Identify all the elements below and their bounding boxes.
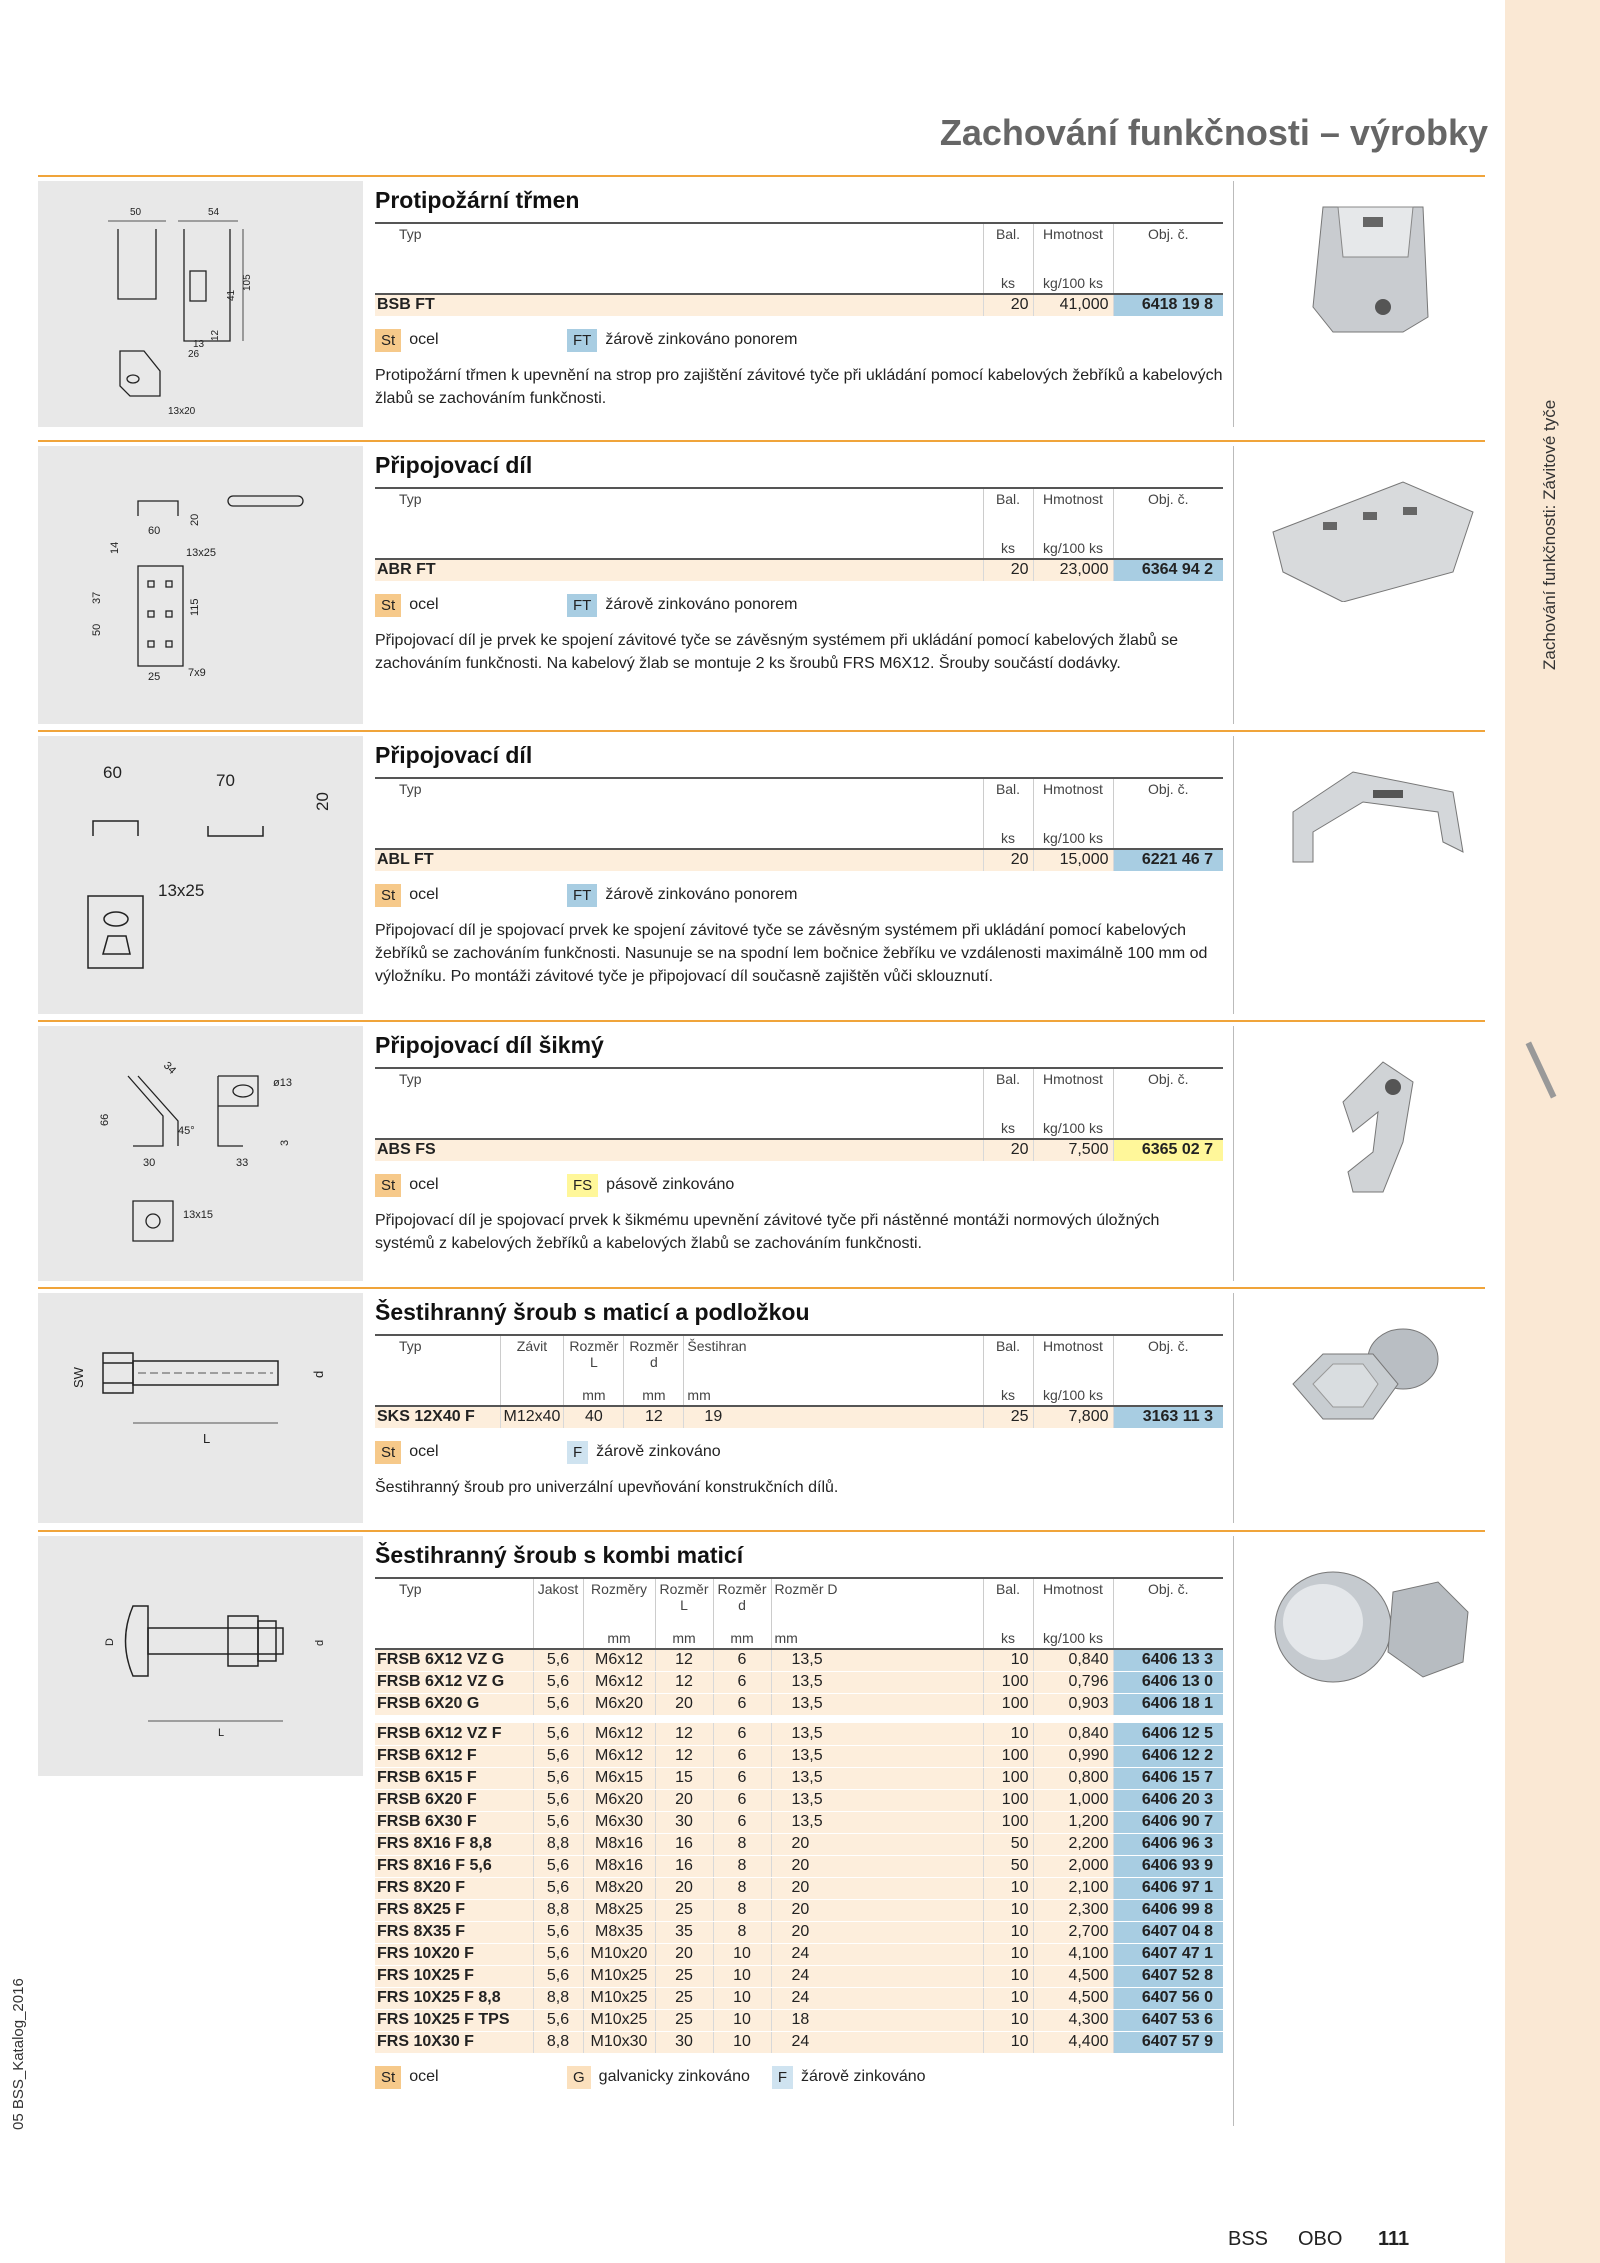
svg-text:115: 115 — [189, 598, 201, 616]
technical-drawing-6 — [38, 1536, 363, 1776]
product-description: Šestihranný šroub pro univerzální upevňování konstrukčních dílů. — [375, 1478, 839, 1496]
product-title: Protipožární třmen — [375, 187, 580, 213]
table-row: SKS 12X40 F M12x40 40 12 19 25 7,800 3163 11 3 — [375, 1406, 1223, 1428]
product-title: Připojovací díl — [375, 452, 533, 478]
product-section-5 — [38, 1287, 1485, 1527]
table-row: FRSB 6X20 F 5,6 M6x20 20 6 13,5 100 1,000 6406 20 3 — [375, 1789, 1223, 1811]
product-content-6 — [375, 1532, 1223, 2089]
material-legend: St ocel FT žárově zinkováno ponorem — [375, 884, 1223, 907]
technical-drawing-2 — [38, 446, 363, 724]
product-title: Šestihranný šroub s maticí a podložkou — [375, 1299, 810, 1325]
table-row: FRSB 6X30 F 5,6 M6x30 30 6 13,5 100 1,200 6406 90 7 — [375, 1811, 1223, 1833]
combi-bolt-drawing — [38, 1536, 363, 1776]
table-row: FRS 10X30 F 8,8 M10x30 30 10 24 10 4,400 6407 57 9 — [375, 2031, 1223, 2053]
product-photo-3 — [1253, 752, 1483, 892]
product-table-1: Typ Bal. Hmotnost Obj. č. ks kg/100 ks BSB FT 20 41,000 6418 19 8 — [375, 222, 1223, 317]
table-row: FRSB 6X20 G 5,6 M6x20 20 6 13,5 100 0,903 6406 18 1 — [375, 1693, 1223, 1715]
angled-connector-drawing — [38, 1026, 363, 1281]
product-title: Šestihranný šroub s kombi maticí — [375, 1542, 744, 1568]
svg-text:45°: 45° — [178, 1125, 195, 1137]
material-legend: St ocel FT žárově zinkováno ponorem — [375, 329, 1223, 352]
table-row: FRSB 6X12 VZ F 5,6 M6x12 12 6 13,5 10 0,840 6406 12 5 — [375, 1723, 1223, 1745]
technical-drawing-1 — [38, 181, 363, 427]
footer-brand-obo: OBO — [1298, 2228, 1343, 2250]
table-row: FRS 8X16 F 5,6 5,6 M8x16 16 8 20 50 2,000 6406 93 9 — [375, 1855, 1223, 1877]
product-section-1 — [38, 175, 1485, 435]
svg-text:d: d — [311, 1370, 326, 1378]
product-section-6 — [38, 1530, 1485, 2130]
divider — [1233, 181, 1234, 427]
svg-text:13x15: 13x15 — [183, 1209, 213, 1221]
product-section-4 — [38, 1020, 1485, 1285]
product-photo-4 — [1253, 1042, 1483, 1222]
product-section-3 — [38, 730, 1485, 1018]
connector-drawing — [38, 446, 363, 724]
connector-drawing-2 — [38, 736, 363, 1014]
material-legend: St ocel F žárově zinkováno — [375, 1441, 1223, 1464]
table-row: FRS 8X35 F 5,6 M8x35 35 8 20 10 2,700 6407 04 8 — [375, 1921, 1223, 1943]
table-row: FRSB 6X12 VZ G 5,6 M6x12 12 6 13,5 10 0,840 6406 13 3 — [375, 1649, 1223, 1671]
table-row: FRSB 6X12 F 5,6 M6x12 12 6 13,5 100 0,990 6406 12 2 — [375, 1745, 1223, 1767]
page-number: 111 — [1378, 2228, 1410, 2250]
material-legend: St ocel FS pásově zinkováno — [375, 1174, 1223, 1197]
table-row: ABR FT 20 23,000 6364 94 2 — [375, 559, 1223, 581]
divider — [1233, 446, 1234, 724]
product-photo-6 — [1253, 1552, 1483, 1702]
hex-bolt-drawing — [38, 1293, 363, 1523]
product-content-1 — [375, 177, 1223, 410]
svg-text:L: L — [218, 1727, 225, 1739]
table-row: FRSB 6X15 F 5,6 M6x15 15 6 13,5 100 0,800 6406 15 7 — [375, 1767, 1223, 1789]
product-description: Protipožární třmen k upevnění na strop pro zajištění závitové tyče při ukládání pomocí kabelových žebříků a kabelových žlabů se zachováním funkčnosti. — [375, 366, 1223, 407]
svg-text:13: 13 — [193, 339, 205, 350]
product-title: Připojovací díl šikmý — [375, 1032, 604, 1058]
svg-text:60: 60 — [148, 525, 161, 537]
product-table-3: Typ Bal. Hmotnost Obj. č. ks kg/100 ks ABL FT 20 15,000 6221 46 7 — [375, 777, 1223, 872]
svg-text:30: 30 — [143, 1157, 156, 1169]
bracket-drawing — [38, 181, 363, 427]
product-table-2: Typ Bal. Hmotnost Obj. č. ks kg/100 ks ABR FT 20 23,000 6364 94 2 — [375, 487, 1223, 582]
svg-text:14: 14 — [109, 541, 121, 554]
svg-text:13x20: 13x20 — [168, 406, 196, 417]
svg-text:25: 25 — [148, 671, 161, 683]
svg-text:54: 54 — [208, 207, 220, 218]
material-legend: St ocel G galvanicky zinkováno F žárově zinkováno — [375, 2066, 1223, 2089]
table-row: FRS 10X25 F 5,6 M10x25 25 10 24 10 4,500 6407 52 8 — [375, 1965, 1223, 1987]
table-row: ABS FS 20 7,500 6365 02 7 — [375, 1139, 1223, 1161]
divider — [1233, 736, 1234, 1014]
svg-text:12: 12 — [210, 329, 221, 341]
svg-text:66: 66 — [99, 1113, 111, 1126]
svg-text:L: L — [203, 1431, 211, 1446]
product-table-5: Typ Závit Rozměr L Rozměr d Šestihran Bal. Hmotnost Obj. č. mm mm mm ks kg/100 ks SKS 12X40 F M12x40 40 12 19 25 7,800 3163 11 3 — [375, 1334, 1223, 1429]
product-description: Připojovací díl je prvek ke spojení závitové tyče se závěsným systémem při ukládání pomocí kabelových žlabů se zachováním funkčnosti. Na kabelový žlab se montuje 2 ks šroubů FRS M6X12. Šrouby součástí dodávky. — [375, 631, 1179, 672]
product-title: Připojovací díl — [375, 742, 533, 768]
svg-text:26: 26 — [188, 349, 200, 360]
svg-text:ø13: ø13 — [273, 1077, 292, 1089]
svg-text:SW: SW — [71, 1367, 86, 1388]
svg-text:33: 33 — [236, 1157, 249, 1169]
table-row: FRS 10X25 F 8,8 8,8 M10x25 25 10 24 10 4,500 6407 56 0 — [375, 1987, 1223, 2009]
material-legend: St ocel FT žárově zinkováno ponorem — [375, 594, 1223, 617]
side-band — [1505, 0, 1600, 2263]
svg-text:60: 60 — [103, 763, 122, 782]
svg-text:D: D — [104, 1638, 116, 1646]
svg-text:d: d — [314, 1639, 326, 1646]
svg-text:13x25: 13x25 — [186, 547, 216, 559]
divider — [1233, 1536, 1234, 2126]
product-table-6: Typ Jakost Rozměry Rozměr L Rozměr d Rozměr D Bal. Hmotnost Obj. č. mm mm mm mm ks kg/100 ks FRSB 6X12 VZ G 5,6 M6x12 12 6 13,5 10 0,840 6406 13 3 FRSB 6X12 VZ G 5,6 M6x12 12 6 13,5 100 0,796 6406 13 0 FRSB 6X20 G 5,6 M6x20 20 6 13,5 100 0,903 6406 18 1 FRSB 6X12 VZ F 5,6 M6x12 12 6 13,5 10 0,840 6406 12 5 FRSB 6X12 F 5,6 M6x12 12 6 13,5 100 0,990 6406 12 2 FRSB 6X15 F 5,6 M6x15 15 6 13,5 100 0,800 6406 15 7 FRSB 6X20 F 5,6 M6x20 20 6 13,5 100 1,000 6406 20 3 FRSB 6X30 F 5,6 M6x30 30 6 13,5 100 1,200 6406 90 7 FRS 8X16 F 8,8 8,8 M8x16 16 8 20 50 2,200 6406 96 3 FRS 8X16 F 5,6 5,6 M8x16 16 8 20 50 2,000 6406 93 9 FRS 8X20 F 5,6 M8x20 20 8 20 10 2,100 6406 97 1 FRS 8X25 F 8,8 M8x25 25 8 20 10 2,300 6406 99 8 FRS 8X35 F 5,6 M8x35 35 8 20 10 2,700 6407 04 8 FRS 10X20 F 5,6 M10x20 20 10 24 10 4,100 6407 47 1 FRS 10X25 F 5,6 M10x25 25 10 24 10 4,500 6407 52 8 FRS 10X25 F 8,8 8,8 M10x25 25 10 24 10 4,500 6407 56 0 FRS 10X25 F TPS 5,6 M10x25 25 10 18 10 4,300 6407 53 6 FRS 10X30 F 8,8 M10x30 30 10 24 10 4,400 6407 57 9 — [375, 1577, 1223, 2054]
product-photo-2 — [1253, 462, 1483, 602]
svg-text:13x25: 13x25 — [158, 881, 205, 900]
product-table-4: Typ Bal. Hmotnost Obj. č. ks kg/100 ks ABS FS 20 7,500 6365 02 7 — [375, 1067, 1223, 1162]
table-row: BSB FT 20 41,000 6418 19 8 — [375, 294, 1223, 316]
svg-text:105: 105 — [242, 274, 253, 291]
product-description: Připojovací díl je spojovací prvek k šikmému upevnění závitové tyče při nástěnné montáži normových úložných systémů z kabelových žebříků a kabelových žlabů se zachováním funkčnosti. — [375, 1211, 1160, 1252]
product-content-5 — [375, 1289, 1223, 1499]
product-content-3 — [375, 732, 1223, 988]
table-row: FRS 8X20 F 5,6 M8x20 20 8 20 10 2,100 6406 97 1 — [375, 1877, 1223, 1899]
divider — [1233, 1293, 1234, 1523]
product-content-2 — [375, 442, 1223, 675]
svg-text:50: 50 — [130, 207, 142, 218]
svg-text:20: 20 — [313, 792, 332, 811]
page-title: Zachování funkčnosti – výrobky — [939, 112, 1488, 153]
svg-text:7x9: 7x9 — [188, 667, 206, 679]
table-row: ABL FT 20 15,000 6221 46 7 — [375, 849, 1223, 871]
technical-drawing-4 — [38, 1026, 363, 1281]
product-description: Připojovací díl je spojovací prvek ke spojení závitové tyče se závěsným systémem při ukládání pomocí kabelových žebříků se zachováním funkčnosti. Nasunuje se na spodní lem bočnice žebříku ve vzdálenosti maximálně 100 mm od výložníku. Po montáži závitové tyče je připojovací díl současně zajištěn vůči sklouznutí. — [375, 921, 1208, 985]
svg-text:70: 70 — [216, 771, 235, 790]
technical-drawing-5 — [38, 1293, 363, 1523]
product-photo-1 — [1253, 197, 1483, 337]
table-row: FRS 10X20 F 5,6 M10x20 20 10 24 10 4,100 6407 47 1 — [375, 1943, 1223, 1965]
table-row: FRS 8X25 F 8,8 M8x25 25 8 20 10 2,300 6406 99 8 — [375, 1899, 1223, 1921]
svg-text:50: 50 — [91, 623, 103, 636]
table-row: FRSB 6X12 VZ G 5,6 M6x12 12 6 13,5 100 0,796 6406 13 0 — [375, 1671, 1223, 1693]
technical-drawing-3 — [38, 736, 363, 1014]
table-row: FRS 10X25 F TPS 5,6 M10x25 25 10 18 10 4,300 6407 53 6 — [375, 2009, 1223, 2031]
footer-brand-bss: BSS — [1228, 2228, 1269, 2250]
product-section-2 — [38, 440, 1485, 728]
table-row: FRS 8X16 F 8,8 8,8 M8x16 16 8 20 50 2,200 6406 96 3 — [375, 1833, 1223, 1855]
svg-text:3: 3 — [279, 1139, 291, 1146]
svg-text:37: 37 — [91, 591, 103, 604]
svg-text:20: 20 — [189, 513, 201, 526]
product-content-4 — [375, 1022, 1223, 1255]
svg-text:34: 34 — [160, 1059, 179, 1077]
svg-text:41: 41 — [226, 289, 237, 301]
divider — [1233, 1026, 1234, 1281]
product-photo-5 — [1253, 1309, 1483, 1459]
